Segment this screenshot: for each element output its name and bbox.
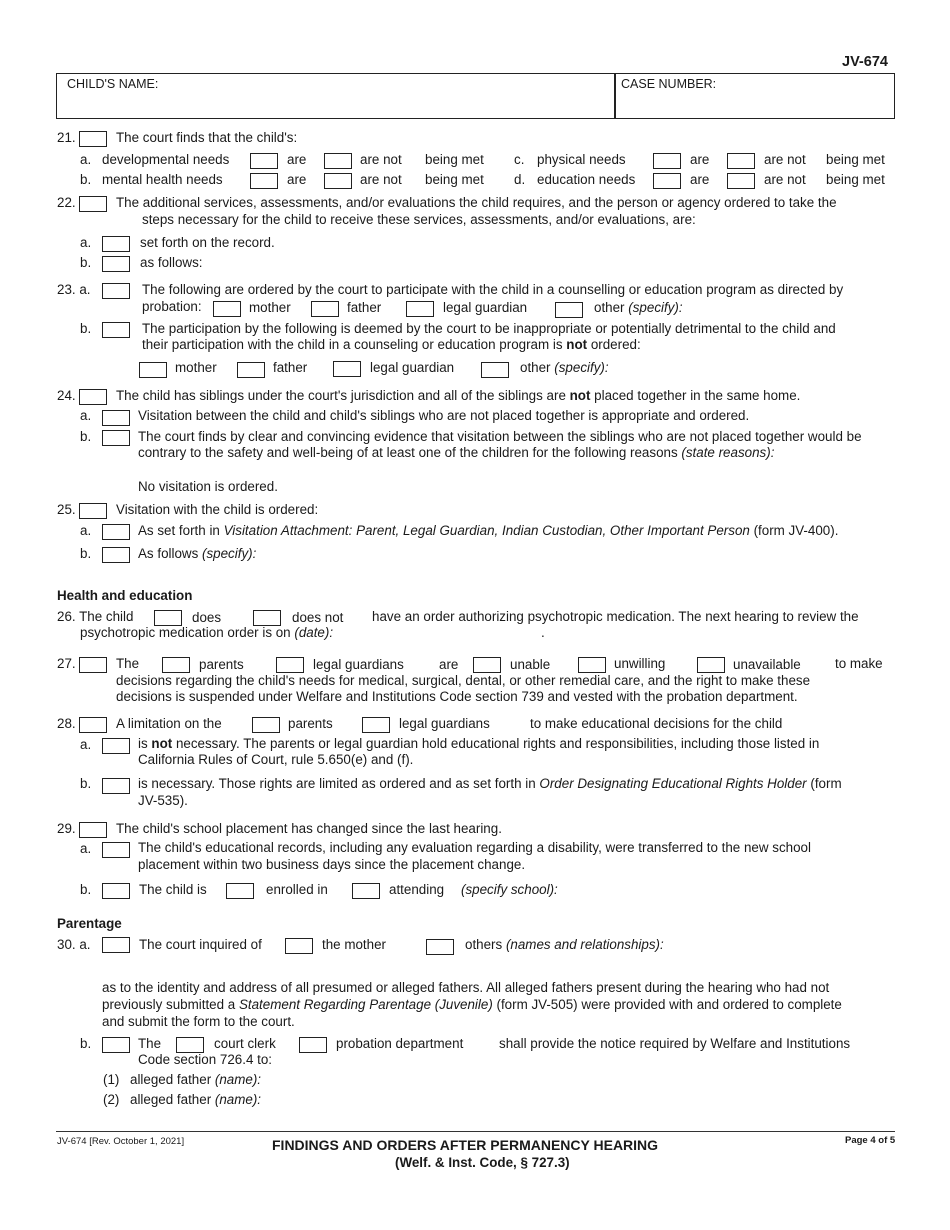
item-22b-text: as follows: — [140, 255, 203, 270]
parents-label: parents — [199, 657, 244, 672]
item-26-does-checkbox[interactable] — [154, 610, 182, 626]
unavailable-label: unavailable — [733, 657, 801, 672]
header-divider — [614, 73, 616, 119]
item-26-does-not-checkbox[interactable] — [253, 610, 281, 626]
item-22b-letter: b. — [80, 255, 92, 270]
item-23a-probation: probation: — [142, 299, 202, 314]
probation-department-label: probation department — [336, 1036, 464, 1051]
item-24b-letter: b. — [80, 429, 92, 444]
item-30a-number: 30. a. — [57, 937, 91, 952]
header-box — [56, 73, 895, 119]
item-24-number: 24. — [57, 388, 76, 403]
item-27-legal-guardians-checkbox[interactable] — [276, 657, 304, 673]
item-21-text: The court finds that the child's: — [116, 130, 298, 145]
footer-revision: JV-674 [Rev. October 1, 2021] — [57, 1136, 185, 1147]
item-23b-other-checkbox[interactable] — [481, 362, 509, 378]
item-25b-checkbox[interactable] — [102, 547, 130, 563]
item-27-unavailable-checkbox[interactable] — [697, 657, 725, 673]
attending-label: attending — [389, 882, 445, 897]
item-21d-are-checkbox[interactable] — [653, 173, 681, 189]
alleged-father-2-number: (2) — [103, 1092, 120, 1107]
footer-rule — [56, 1131, 895, 1132]
item-29-text: The child's school placement has changed since the last hearing. — [116, 821, 502, 836]
item-24a-letter: a. — [80, 408, 92, 423]
item-29a-line2: placement within two business days since the placement change. — [138, 857, 526, 872]
other-label: other (specify): — [520, 360, 609, 375]
item-21b-label: mental health needs — [102, 172, 223, 187]
item-23a-other-checkbox[interactable] — [555, 302, 583, 318]
item-21a-are-checkbox[interactable] — [250, 153, 278, 169]
item-23a-mother-checkbox[interactable] — [213, 301, 241, 317]
item-25a-letter: a. — [80, 523, 92, 538]
item-29a-letter: a. — [80, 841, 92, 856]
item-29a-line1: The child's educational records, including any evaluation regarding a disability, were transferred to the new school — [138, 840, 811, 855]
item-23b-checkbox[interactable] — [102, 322, 130, 338]
item-29b-checkbox[interactable] — [102, 883, 130, 899]
item-21c-letter: c. — [514, 152, 525, 167]
case-number-label: CASE NUMBER: — [621, 77, 717, 91]
item-23b-father-checkbox[interactable] — [237, 362, 265, 378]
being-met-label: being met — [425, 172, 484, 187]
item-23b-letter: b. — [80, 321, 92, 336]
item-30b-checkbox[interactable] — [102, 1037, 130, 1053]
item-29a-checkbox[interactable] — [102, 842, 130, 858]
are-label: are — [690, 172, 710, 187]
item-22-number: 22. — [57, 195, 76, 210]
item-30a-others-checkbox[interactable] — [426, 939, 454, 955]
childs-name-label: CHILD'S NAME: — [67, 77, 159, 91]
to-make-educational-label: to make educational decisions for the child — [530, 716, 783, 731]
legal-guardians-label: legal guardians — [313, 657, 404, 672]
legal-guardians-label: legal guardians — [399, 716, 490, 731]
alleged-father-1-number: (1) — [103, 1072, 120, 1087]
footer-page-number: Page 4 of 5 — [845, 1135, 896, 1146]
item-28b-line2: JV-535). — [138, 793, 188, 808]
item-24b-checkbox[interactable] — [102, 430, 130, 446]
item-27-number: 27. — [57, 656, 76, 671]
item-28-parents-checkbox[interactable] — [252, 717, 280, 733]
form-id: JV-674 — [842, 54, 888, 70]
section-heading-parentage: Parentage — [57, 916, 122, 931]
specify-school-label: (specify school): — [461, 882, 558, 897]
mother-label: mother — [175, 360, 217, 375]
section-heading-health: Health and education — [57, 588, 193, 603]
being-met-label: being met — [826, 152, 885, 167]
item-22b-checkbox[interactable] — [102, 256, 130, 272]
item-21d-are-not-checkbox[interactable] — [727, 173, 755, 189]
item-28-checkbox[interactable] — [79, 717, 107, 733]
item-21a-are-not-checkbox[interactable] — [324, 153, 352, 169]
others-label: others (names and relationships): — [465, 937, 664, 952]
item-27-line2: decisions regarding the child's needs for medical, surgical, dental, or other remedial care, and the right to make these — [116, 673, 811, 688]
item-28a-line1: is not necessary. The parents or legal guardian hold educational rights and responsibilities, including those listed in — [138, 736, 820, 751]
item-30a-para-line1: as to the identity and address of all presumed or alleged fathers. All alleged fathers present during the hearing who had not — [102, 980, 830, 995]
are-not-label: are not — [764, 172, 806, 187]
parents-label: parents — [288, 716, 333, 731]
item-21-number: 21. — [57, 130, 76, 145]
footer-subtitle: (Welf. & Inst. Code, § 727.3) — [395, 1155, 570, 1170]
item-29b-enrolled-checkbox[interactable] — [226, 883, 254, 899]
code-section-text: Code section 726.4 to: — [138, 1052, 272, 1067]
alleged-father-1-label: alleged father (name): — [130, 1072, 262, 1087]
item-21b-are-checkbox[interactable] — [250, 173, 278, 189]
item-28a-checkbox[interactable] — [102, 738, 130, 754]
item-26-number: 26. The child — [57, 609, 134, 624]
item-25-text: Visitation with the child is ordered: — [116, 502, 319, 517]
item-24a-checkbox[interactable] — [102, 410, 130, 426]
item-21c-label: physical needs — [537, 152, 626, 167]
does-label: does — [192, 610, 222, 625]
item-21b-letter: b. — [80, 172, 92, 187]
item-27-line3: decisions is suspended under Welfare and Institutions Code section 739 and vested with the probation department. — [116, 689, 798, 704]
item-29b-attending-checkbox[interactable] — [352, 883, 380, 899]
item-28-number: 28. — [57, 716, 76, 731]
item-23a-number: 23. a. — [57, 282, 91, 297]
item-30a-checkbox[interactable] — [102, 937, 130, 953]
father-label: father — [273, 360, 308, 375]
does-not-label: does not — [292, 610, 344, 625]
shall-provide-text: shall provide the notice required by Welfare and Institutions — [499, 1036, 851, 1051]
item-28a-letter: a. — [80, 737, 92, 752]
the-mother-label: the mother — [322, 937, 387, 952]
are-not-label: are not — [764, 152, 806, 167]
item-25a-checkbox[interactable] — [102, 524, 130, 540]
item-24-checkbox[interactable] — [79, 389, 107, 405]
legal-guardian-label: legal guardian — [443, 300, 528, 315]
item-21c-are-not-checkbox[interactable] — [727, 153, 755, 169]
item-30b-court-clerk-checkbox[interactable] — [176, 1037, 204, 1053]
item-30a-para-line2: previously submitted a Statement Regarding Parentage (Juvenile) (form JV-505) were provided with and ordered to complete — [102, 997, 842, 1012]
item-23a-father-checkbox[interactable] — [311, 301, 339, 317]
no-visitation-text: No visitation is ordered. — [138, 479, 278, 494]
item-26-line2: psychotropic medication order is on (date): — [80, 625, 334, 640]
item-24a-text: Visitation between the child and child's siblings who are not placed together is appropriate and ordered. — [138, 408, 750, 423]
item-21a-letter: a. — [80, 152, 92, 167]
item-21-checkbox[interactable] — [79, 131, 107, 147]
item-28a-line2: California Rules of Court, rule 5.650(e) and (f). — [138, 752, 414, 767]
alleged-father-2-label: alleged father (name): — [130, 1092, 262, 1107]
legal-guardian-label: legal guardian — [370, 360, 455, 375]
item-27-parents-checkbox[interactable] — [162, 657, 190, 673]
item-21b-are-not-checkbox[interactable] — [324, 173, 352, 189]
item-28b-line1: is necessary. Those rights are limited as ordered and as set forth in Order Designating Educational Rights Holder (form — [138, 776, 842, 791]
item-30b-probation-checkbox[interactable] — [299, 1037, 327, 1053]
being-met-label: being met — [425, 152, 484, 167]
item-25b-letter: b. — [80, 546, 92, 561]
item-21d-label: education needs — [537, 172, 636, 187]
mother-label: mother — [249, 300, 291, 315]
item-24b-line2: contrary to the safety and well-being of at least one of the children for the following reasons (state reasons): — [138, 445, 775, 460]
item-22a-text: set forth on the record. — [140, 235, 275, 250]
child-is-label: The child is — [139, 882, 207, 897]
court-clerk-label: court clerk — [214, 1036, 276, 1051]
item-28-legal-guardians-checkbox[interactable] — [362, 717, 390, 733]
item-23a-checkbox[interactable] — [102, 283, 130, 299]
item-27-unwilling-checkbox[interactable] — [578, 657, 606, 673]
item-30b-letter: b. — [80, 1036, 92, 1051]
being-met-label: being met — [826, 172, 885, 187]
inquired-label: The court inquired of — [139, 937, 262, 952]
item-24b-line1: The court finds by clear and convincing evidence that visitation between the siblings who are not placed together would be — [138, 429, 862, 444]
item-25-checkbox[interactable] — [79, 503, 107, 519]
item-29-number: 29. — [57, 821, 76, 836]
item-25b-text: As follows (specify): — [138, 546, 257, 561]
item-29b-letter: b. — [80, 882, 92, 897]
item-23a-line1: The following are ordered by the court to participate with the child in a counselling or education program as directed by — [142, 282, 844, 297]
father-label: father — [347, 300, 382, 315]
item-23b-mother-checkbox[interactable] — [139, 362, 167, 378]
item-23a-legal-guardian-checkbox[interactable] — [406, 301, 434, 317]
item-30a-mother-checkbox[interactable] — [285, 938, 313, 954]
item-29-checkbox[interactable] — [79, 822, 107, 838]
item-30a-para-line3: and submit the form to the court. — [102, 1014, 295, 1029]
item-22-line2: steps necessary for the child to receive these services, assessments, and/or evaluations, are: — [142, 212, 696, 227]
item-22-line1: The additional services, assessments, and/or evaluations the child requires, and the person or agency ordered to take the — [116, 195, 837, 210]
item-22-checkbox[interactable] — [79, 196, 107, 212]
item-25a-text: As set forth in Visitation Attachment: Parent, Legal Guardian, Indian Custodian, Other Important Person (form JV-400). — [138, 523, 839, 538]
item-28b-letter: b. — [80, 776, 92, 791]
item-22a-letter: a. — [80, 235, 92, 250]
other-label: other (specify): — [594, 300, 683, 315]
item-25-number: 25. — [57, 502, 76, 517]
footer-title: FINDINGS AND ORDERS AFTER PERMANENCY HEARING — [272, 1137, 659, 1153]
item-23b-line2: their participation with the child in a counseling or education program is not ordered: — [142, 337, 641, 352]
item-22a-checkbox[interactable] — [102, 236, 130, 252]
the-label: The — [138, 1036, 162, 1051]
date-period: . — [541, 625, 545, 640]
item-28-text: A limitation on the — [116, 716, 222, 731]
are-label: are — [439, 657, 459, 672]
enrolled-label: enrolled in — [266, 882, 328, 897]
are-label: are — [690, 152, 710, 167]
item-24-text: The child has siblings under the court's jurisdiction and all of the siblings are not placed together in the same home. — [116, 388, 801, 403]
item-21d-letter: d. — [514, 172, 526, 187]
item-23b-legal-guardian-checkbox[interactable] — [333, 361, 361, 377]
unable-label: unable — [510, 657, 551, 672]
item-21c-are-checkbox[interactable] — [653, 153, 681, 169]
unwilling-label: unwilling — [614, 656, 666, 671]
item-28b-checkbox[interactable] — [102, 778, 130, 794]
are-not-label: are not — [360, 152, 402, 167]
item-26-line1: have an order authorizing psychotropic medication. The next hearing to review the — [372, 609, 859, 624]
item-27-checkbox[interactable] — [79, 657, 107, 673]
item-21a-label: developmental needs — [102, 152, 230, 167]
item-27-the: The — [116, 656, 140, 671]
are-label: are — [287, 152, 307, 167]
are-label: are — [287, 172, 307, 187]
item-27-unable-checkbox[interactable] — [473, 657, 501, 673]
item-23b-line1: The participation by the following is deemed by the court to be inappropriate or potentially detrimental to the child and — [142, 321, 836, 336]
are-not-label: are not — [360, 172, 402, 187]
to-make-label: to make — [835, 656, 883, 671]
